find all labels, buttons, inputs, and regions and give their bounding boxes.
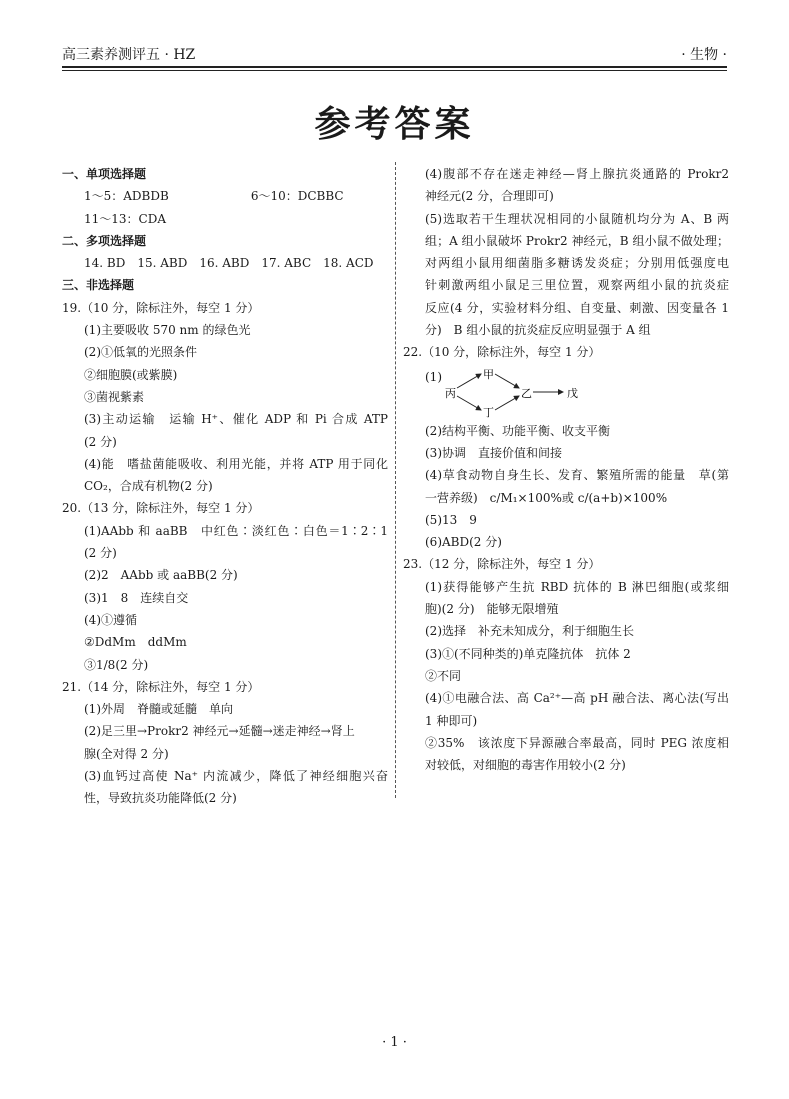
answer-line (62, 252, 388, 274)
answer-text: (2)足三里→Prokr2 神经元→延髓→迷走神经→肾上 (84, 724, 355, 739)
answer-text: 对两组小鼠用细菌脂多糖诱发炎症；分别用低强度电 (425, 256, 729, 271)
answer-line (403, 598, 729, 620)
answer-text: 23.（12 分，除标注外，每空 1 分） (403, 557, 601, 572)
answer-text: 19.（10 分，除标注外，每空 1 分） (62, 300, 260, 315)
answer-text: 分) B 组小鼠的抗炎症反应明显强于 A 组 (425, 323, 651, 338)
answer-line (62, 720, 388, 742)
answer-text: 22.（10 分，除标注外，每空 1 分） (403, 345, 601, 360)
answer-line (62, 698, 388, 720)
answer-text: 反应(4 分，实验材料分组、自变量、刺激、因变量各 1 (425, 300, 729, 315)
answer-line (62, 408, 388, 430)
answer-text: (1)AAbb 和 aaBB 中红色∶淡红色∶白色＝1∶2∶1 (84, 523, 388, 538)
answer-line (403, 442, 729, 464)
answer-text: 20.（13 分，除标注外，每空 1 分） (62, 501, 260, 516)
answer-text: (3)①(不同种类的)单克隆抗体 抗体 2 (425, 646, 631, 661)
answer-text: (3)1 8 连续自交 (84, 590, 189, 605)
node-jia: 甲 (483, 367, 494, 381)
answer-line (403, 531, 729, 553)
food-web-diagram (403, 364, 729, 420)
answer-line (62, 163, 388, 185)
answer-line (62, 631, 388, 653)
arrow-ding-yi (495, 396, 519, 410)
answer-line (403, 464, 729, 486)
answer-line (62, 364, 388, 386)
answer-line (403, 665, 729, 687)
right-column (403, 163, 729, 776)
answer-line (62, 609, 388, 631)
node-yi: 乙 (521, 386, 532, 400)
answer-text: (3)协调 直接价值和间接 (425, 445, 562, 460)
answer-text: 神经元(2 分，合理即可) (425, 189, 554, 204)
answer-line (403, 297, 729, 319)
page-header (62, 40, 727, 64)
answer-text: ③菌视紫素 (84, 389, 145, 404)
answer-line (403, 553, 729, 575)
answer-text: (4)①电融合法、高 Ca²⁺—高 pH 融合法、离心法(写出 (425, 691, 729, 706)
node-wu: 戊 (567, 386, 578, 400)
answer-text: ③1/8(2 分) (84, 657, 149, 672)
answer-text: 对较低，对细胞的毒害作用较小(2 分) (425, 758, 626, 773)
header-rule-thick (62, 66, 727, 68)
node-bing: 丙 (445, 386, 456, 400)
answer-line (62, 475, 388, 497)
answer-line (62, 208, 388, 230)
answer-text: 二、多项选择题 (62, 233, 147, 248)
answer-text: (2)结构平衡、功能平衡、收支平衡 (425, 423, 610, 438)
node-ding: 丁 (483, 405, 494, 419)
answer-line (62, 453, 388, 475)
right-column-top (403, 163, 729, 364)
answer-text: (2 分) (84, 546, 117, 561)
answer-text: (2)选择 补充未知成分，利于细胞生长 (425, 624, 634, 639)
answer-text: CO₂，合成有机物(2 分) (84, 479, 213, 494)
answer-line (403, 163, 729, 185)
page-title: 参考答案 (314, 104, 475, 145)
answer-line (403, 643, 729, 665)
answer-line (62, 654, 388, 676)
answer-text: 1～5：ADBDB (84, 189, 169, 204)
answer-line (62, 587, 388, 609)
answer-line (403, 341, 729, 363)
answer-text: 组；A 组小鼠破坏 Prokr2 神经元，B 组小鼠不做处理； (425, 233, 729, 248)
answer-line (62, 386, 388, 408)
answer-line (403, 208, 729, 230)
answer-line (62, 274, 388, 296)
answer-text: 性，导致抗炎功能降低(2 分) (84, 791, 237, 806)
answer-line (62, 542, 388, 564)
answer-line (403, 732, 729, 754)
answer-text: (4)草食动物自身生长、发育、繁殖所需的能量 草(第 (425, 468, 729, 483)
answer-text: 胞)(2 分) 能够无限增殖 (425, 602, 559, 617)
answer-text: 一、单项选择题 (62, 167, 147, 181)
answer-line (62, 765, 388, 787)
right-column-bottom (403, 420, 729, 777)
answer-text: (5)13 9 (425, 512, 477, 527)
answer-line (62, 431, 388, 453)
answer-line (403, 754, 729, 776)
answer-text: (4)①遵循 (84, 612, 137, 627)
left-column (62, 163, 388, 810)
answer-text: (2)①低氧的光照条件 (84, 345, 197, 360)
arrow-jia-yi (495, 374, 519, 388)
answer-text: (1)获得能够产生抗 RBD 抗体的 B 淋巴细胞(或浆细 (425, 579, 729, 594)
answer-text: (2)2 AAbb 或 aaBB(2 分) (84, 568, 238, 583)
answer-line (403, 252, 729, 274)
arrow-bing-jia (457, 374, 481, 388)
answer-line (62, 230, 388, 252)
answer-line (62, 185, 388, 207)
arrow-bing-ding (457, 396, 481, 410)
answer-line (403, 710, 729, 732)
answer-line (403, 230, 729, 252)
answer-line (403, 576, 729, 598)
answer-line (403, 274, 729, 296)
answer-line (403, 487, 729, 509)
answer-text: ②35% 该浓度下异源融合率最高，同时 PEG 浓度相 (425, 735, 729, 750)
answer-line (62, 743, 388, 765)
answer-text: 21.（14 分，除标注外，每空 1 分） (62, 679, 260, 694)
answer-text: ②不同 (425, 668, 462, 683)
answer-text: 三、非选择题 (62, 278, 135, 293)
header-exam-title: 高三素养测评五 · HZ (62, 47, 196, 63)
answer-line (62, 564, 388, 586)
answer-text: 腺(全对得 2 分) (84, 746, 169, 761)
answer-text: 针刺激两组小鼠足三里位置，观察两组小鼠的抗炎症 (425, 278, 729, 293)
column-divider (395, 162, 396, 798)
answer-line (62, 787, 388, 809)
food-web-svg (443, 364, 633, 420)
answer-text: 11～13：CDA (84, 211, 167, 226)
answer-line (403, 620, 729, 642)
answer-text: 一营养级) c/M₁×100%或 c/(a+b)×100% (425, 490, 668, 505)
answer-line (403, 687, 729, 709)
answer-text: (5)选取若干生理状况相同的小鼠随机均分为 A、B 两 (425, 211, 729, 226)
answer-line (403, 319, 729, 341)
answer-line (62, 497, 388, 519)
answer-text: 14. BD 15. ABD 16. ABD 17. ABC 18. ACD (84, 256, 374, 271)
answer-text: (4)腹部不存在迷走神经—肾上腺抗炎通路的 Prokr2 (425, 167, 729, 181)
page-number: · 1 · (382, 1035, 407, 1050)
answer-text: (1)主要吸收 570 nm 的绿色光 (84, 323, 251, 338)
answer-text: 6～10：DCBBC (250, 189, 344, 204)
header-rule-thin (62, 70, 727, 71)
answer-text: (3)主动运输 运输 H⁺、催化 ADP 和 Pi 合成 ATP (84, 412, 388, 427)
answer-text: ②细胞膜(或紫膜) (84, 367, 178, 382)
answer-line (403, 185, 729, 207)
answer-line (403, 509, 729, 531)
answer-line (62, 520, 388, 542)
answer-text: ②DdMm ddMm (84, 635, 187, 650)
answer-text: (1)外周 脊髓或延髓 单向 (84, 702, 233, 717)
header-subject: · 生物 · (681, 47, 727, 63)
answer-line (62, 297, 388, 319)
answer-line (62, 319, 388, 341)
answer-text: (4)能 嗜盐菌能吸收、利用光能，并将 ATP 用于同化 (84, 456, 388, 471)
answer-line (62, 676, 388, 698)
answer-line (62, 341, 388, 363)
diagram-label: (1) (425, 369, 442, 384)
answer-text: (6)ABD(2 分) (425, 535, 502, 550)
answer-text: 1 种即可) (425, 713, 478, 728)
answer-text: (2 分) (84, 434, 117, 449)
answer-text: (3)血钙过高使 Na⁺ 内流减少，降低了神经细胞兴奋 (84, 769, 388, 784)
answer-line (403, 420, 729, 442)
